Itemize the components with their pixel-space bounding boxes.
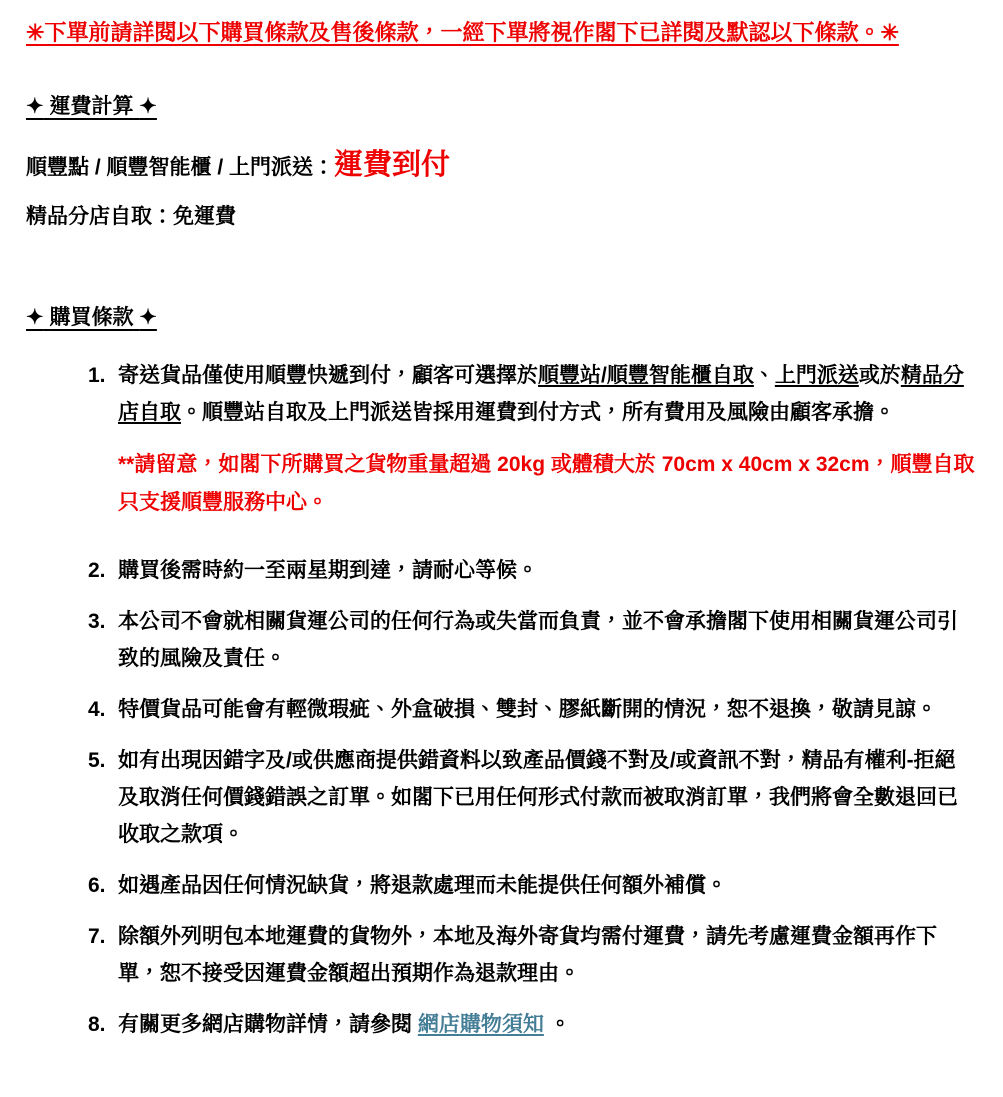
sf-delivery-line [26,148,975,185]
term-number: 1. [88,364,106,387]
term-8-text: 。 [543,1013,571,1036]
term-text: 如遇產品因任何情況缺貨，將退款處理而未能提供任何額外補償。 [118,874,727,897]
term-text [118,1006,975,1043]
shipping-fee-heading-label: 運費計算 [49,95,134,118]
term-text: 除額外列明包本地運費的貨物外，本地及海外寄貨均需付運費，請先考慮運費金額再作下單，恕不接受因運費金額超出預期作為退款理由。 [118,925,937,985]
term-number: 2. [88,559,106,582]
term-text: 購買後需時約一至兩星期到達，請耐心等候。 [118,559,538,582]
sf-delivery-label: 順豐點 / 順豐智能櫃 / 上門派送： [26,156,335,179]
store-pickup-line: 精品分店自取：免運費 [26,205,236,228]
sf-station-pickup-underlined: 順豐站/順豐智能櫃自取 [538,364,754,387]
term-number: 8. [88,1013,106,1036]
term-text: 本公司不會就相關貨運公司的任何行為或失當而負責，並不會承擔閣下使用相關貨運公司引致的風險及責任。 [118,610,958,670]
asterisk-icon: ✳ [880,20,899,45]
four-pointed-star-icon: ✦ [139,306,157,329]
pre-order-notice [26,18,975,48]
door-delivery-underlined: 上門派送 [774,364,859,387]
purchase-terms-heading [26,305,975,331]
term-number: 4. [88,698,106,721]
asterisk-icon: ✳ [26,20,45,45]
store-shopping-guide-link[interactable]: 網店購物須知 [417,1013,544,1036]
term-1-text: 。順豐站自取及上門派送皆採用運費到付方式，所有費用及風險由顧客承擔。 [181,401,895,424]
term-text: 特價貨品可能會有輕微瑕疵、外盒破損、雙封、膠紙斷開的情況，恕不退換，敬請見諒。 [118,698,937,721]
term-item-8 [88,1006,975,1043]
term-number: 3. [88,610,106,633]
weight-limit-note: **請留意，如閣下所購買之貨物重量超過 20kg 或體積大於 70cm x 40cm x 32cm，順豐自取只支援順豐服務中心。 [118,453,975,514]
term-number: 6. [88,874,106,897]
term-item-5 [88,742,975,853]
term-item-6 [88,867,975,904]
purchase-terms-heading-label: 購買條款 [49,306,134,329]
shipping-fee-heading [26,94,975,120]
freight-collect-value: 運費到付 [334,149,451,181]
term-item-3 [88,603,975,677]
term-1-text: 、 [753,364,775,387]
term-number: 5. [88,749,106,772]
term-number: 7. [88,925,106,948]
term-item-4 [88,691,975,728]
terms-list [26,357,975,1043]
four-pointed-star-icon: ✦ [139,95,157,118]
term-1-text: 或於 [858,364,901,387]
term-item-7 [88,918,975,992]
four-pointed-star-icon: ✦ [26,95,44,118]
term-item-2 [88,552,975,589]
term-1-text: 寄送貨品僅使用順豐快遞到付，顧客可選擇於 [118,364,538,387]
pre-order-notice-text: 下單前請詳閱以下購買條款及售後條款，一經下單將視作閣下已詳閱及默認以下條款。 [44,20,881,45]
term-8-text: 有關更多網店購物詳情，請參閱 [118,1013,418,1036]
four-pointed-star-icon: ✦ [26,306,44,329]
term-text: 如有出現因錯字及/或供應商提供錯資料以致產品價錢不對及/或資訊不對，精品有權利-拒絕及取消任何價錢錯誤之訂單。如閣下已用任何形式付款而被取消訂單，我們將會全數退回已收取之款項。 [118,749,958,846]
term-text [118,357,975,538]
term-item-1 [88,357,975,538]
store-pickup-underlined: 精品分店自取 [118,364,964,424]
